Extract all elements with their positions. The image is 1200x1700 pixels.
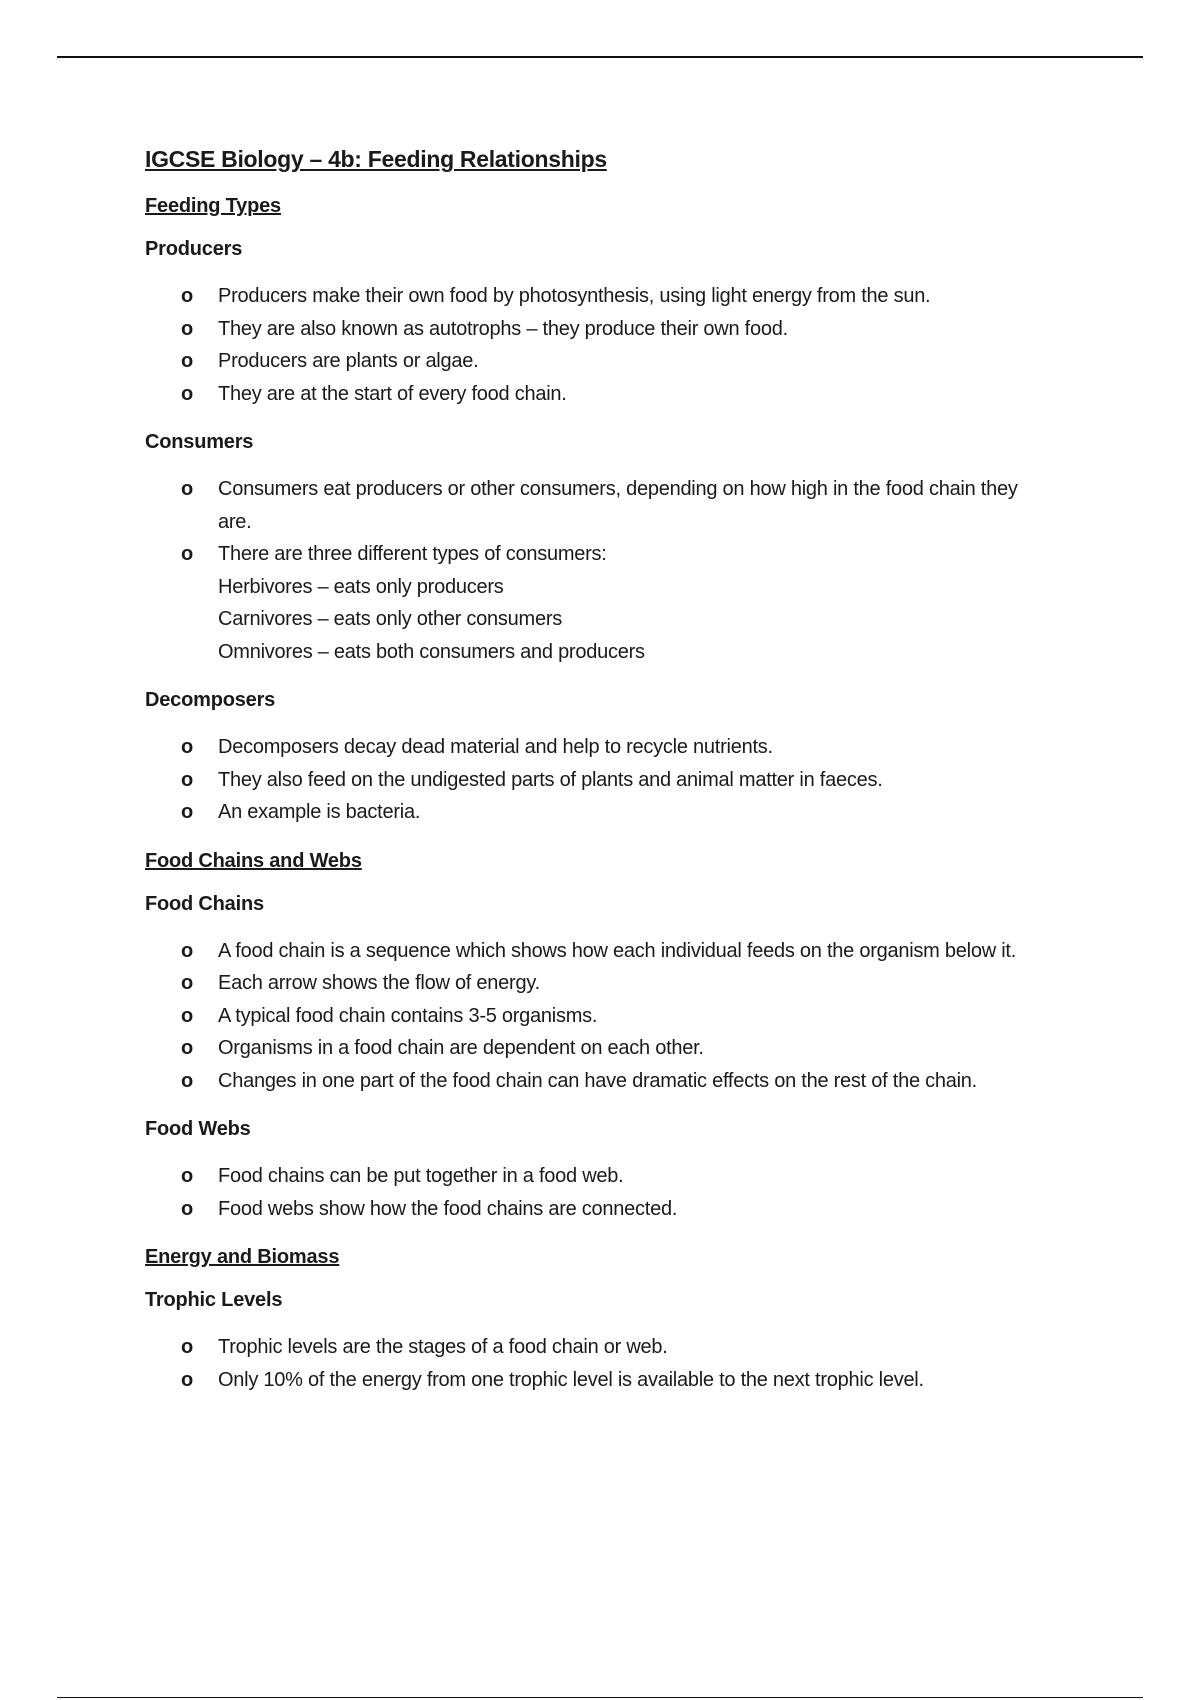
list-item <box>145 967 1045 1000</box>
bullet-list <box>145 280 1045 410</box>
subsection-heading: Consumers <box>145 431 254 453</box>
list-item <box>145 1032 1045 1065</box>
list-item-text: Organisms in a food chain are dependent on each other. <box>218 1037 704 1059</box>
bullet-marker-icon: o <box>181 1165 193 1187</box>
list-item-text: Food chains can be put together in a food web. <box>218 1165 624 1187</box>
list-item-text: Producers make their own food by photosynthesis, using light energy from the sun. <box>218 285 931 307</box>
section-heading: Food Chains and Webs <box>145 849 362 872</box>
list-item-text: Decomposers decay dead material and help to recycle nutrients. <box>218 736 773 758</box>
list-item-text: They are also known as autotrophs – they produce their own food. <box>218 317 788 340</box>
list-item <box>145 1331 1045 1364</box>
bullet-marker-icon: o <box>181 350 193 372</box>
bullet-marker-icon: o <box>181 939 193 962</box>
list-item-text: They also feed on the undigested parts of plants and animal matter in faeces. <box>218 768 883 791</box>
bullet-marker-icon: o <box>181 972 193 994</box>
list-item <box>145 313 1045 346</box>
list-item-text: There are three different types of consumers: <box>218 543 607 565</box>
list-item <box>145 378 1045 411</box>
bullet-marker-icon: o <box>181 801 193 823</box>
list-item-text: A food chain is a sequence which shows how each individual feeds on the organism below it. <box>218 939 1016 962</box>
bullet-marker-icon: o <box>181 1336 193 1358</box>
list-item <box>145 1160 1045 1193</box>
list-item-subline: Carnivores – eats only other consumers <box>218 608 562 630</box>
bullet-marker-icon: o <box>181 768 193 791</box>
bullet-marker-icon: o <box>181 1037 193 1059</box>
subsection-heading: Decomposers <box>145 689 276 711</box>
subsection-heading: Food Chains <box>145 892 264 915</box>
list-item <box>145 280 1045 313</box>
bullet-marker-icon: o <box>181 1004 193 1027</box>
list-item-text: Producers are plants or algae. <box>218 350 479 372</box>
bullet-list <box>145 935 1045 1098</box>
section-heading: Feeding Types <box>145 195 281 217</box>
list-item <box>145 764 1045 797</box>
bullet-list <box>145 473 1045 668</box>
header-rule <box>57 56 1143 58</box>
bullet-marker-icon: o <box>181 382 193 405</box>
subsection-heading: Producers <box>145 238 243 260</box>
list-item-text: Food webs show how the food chains are connected. <box>218 1197 678 1220</box>
footer-rule <box>57 1697 1143 1698</box>
list-item-text: A typical food chain contains 3-5 organisms. <box>218 1004 598 1027</box>
list-item <box>145 473 1045 538</box>
bullet-marker-icon: o <box>181 1069 193 1092</box>
list-item-text: Changes in one part of the food chain can have dramatic effects on the rest of the chain. <box>218 1069 977 1092</box>
list-item <box>145 1193 1045 1226</box>
list-item <box>145 345 1045 378</box>
subsection-heading: Trophic Levels <box>145 1289 283 1311</box>
list-item <box>145 935 1045 968</box>
bullet-marker-icon: o <box>181 478 193 500</box>
bullet-marker-icon: o <box>181 1368 193 1391</box>
document-body <box>145 146 1045 1417</box>
bullet-marker-icon: o <box>181 285 193 307</box>
list-item <box>145 796 1045 829</box>
document-title: IGCSE Biology – 4b: Feeding Relationships <box>145 146 607 172</box>
list-item <box>145 1000 1045 1033</box>
bullet-marker-icon: o <box>181 1197 193 1220</box>
list-item-subline: Herbivores – eats only producers <box>218 575 504 598</box>
bullet-list <box>145 731 1045 829</box>
list-item-text: Only 10% of the energy from one trophic level is available to the next trophic level. <box>218 1368 924 1391</box>
list-item <box>145 1364 1045 1397</box>
list-item <box>145 1065 1045 1098</box>
list-item-text: They are at the start of every food chain. <box>218 382 567 405</box>
section-heading: Energy and Biomass <box>145 1246 340 1268</box>
list-item-text: Trophic levels are the stages of a food chain or web. <box>218 1336 668 1358</box>
bullet-list <box>145 1331 1045 1396</box>
list-item <box>145 731 1045 764</box>
bullet-marker-icon: o <box>181 543 193 565</box>
bullet-list <box>145 1160 1045 1225</box>
list-item <box>145 538 1045 668</box>
bullet-marker-icon: o <box>181 317 193 340</box>
list-item-text: Consumers eat producers or other consumers, depending on how high in the food chain they are. <box>218 478 1018 533</box>
list-item-subline: Omnivores – eats both consumers and producers <box>218 640 645 663</box>
list-item-text: Each arrow shows the flow of energy. <box>218 972 540 994</box>
sections-container <box>145 195 1045 1396</box>
subsection-heading: Food Webs <box>145 1118 251 1140</box>
list-item-text: An example is bacteria. <box>218 801 421 823</box>
bullet-marker-icon: o <box>181 736 193 758</box>
